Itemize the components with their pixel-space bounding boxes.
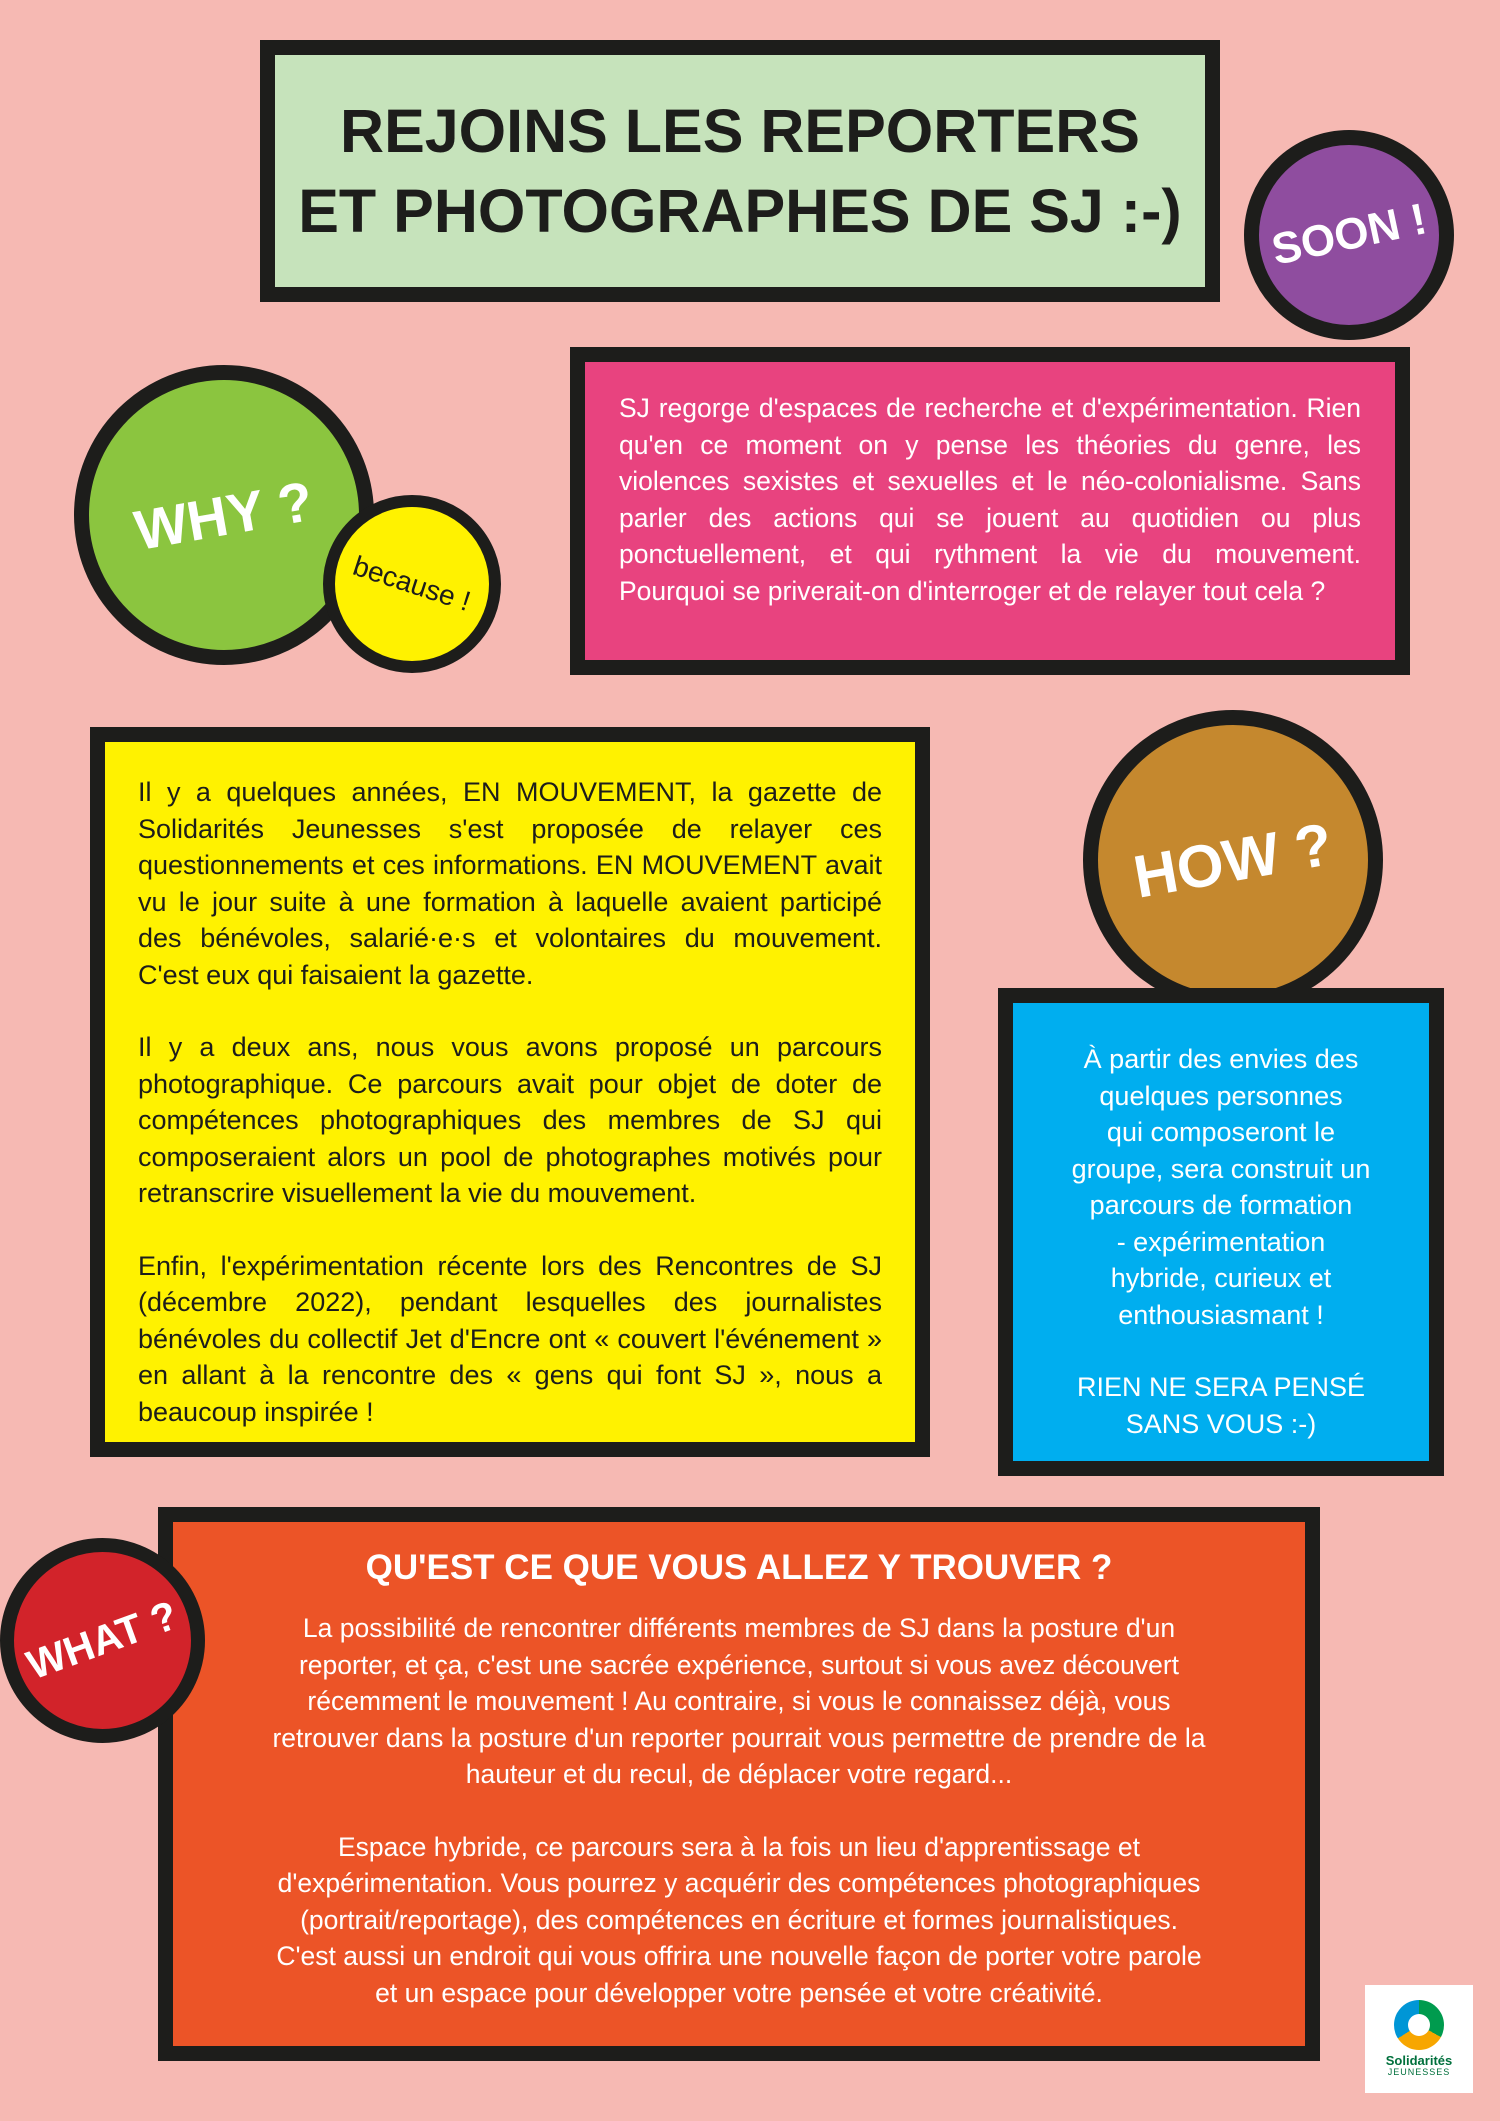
intro-text: SJ regorge d'espaces de recherche et d'expérimentation. Rien qu'en ce moment on y pense les théories du genre, les violences sexistes et sexuelles et le néo-colonialisme. Sans parler des actions qui se jouent au quotidien ou plus ponctuellement, et qui rythment la vie du mouvement. Pourquoi se priverait-on d'interroger et de relayer tout cela ? xyxy=(619,393,1361,606)
how-line: - expérimentation xyxy=(1116,1226,1326,1257)
how-closing-line-1: RIEN NE SERA PENSÉ xyxy=(1076,1372,1366,1402)
how-closing-line-2: SANS VOUS :-) xyxy=(1125,1408,1317,1439)
soon-badge xyxy=(1244,130,1454,340)
title-line-2: ET PHOTOGRAPHES DE SJ :-) xyxy=(298,177,1182,245)
because-label: because ! xyxy=(349,550,475,618)
what-line: et un espace pour développer votre pensée et votre créativité. xyxy=(375,1977,1103,2008)
title-box xyxy=(260,40,1220,302)
what-line: d'expérimentation. Vous pourrez y acquérir des compétences photographiques xyxy=(277,1868,1201,1898)
history-paragraph-1: Il y a quelques années, EN MOUVEMENT, la gazette de Solidarités Jeunesses s'est proposée de relayer ces questionnements et ces informations. EN MOUVEMENT avait vu le jour suite à une formation à laquelle avaient participé des bénévoles, salarié·e·s et volontaires du mouvement. C'est eux qui faisaient la gazette. xyxy=(138,777,882,990)
because-badge xyxy=(323,495,501,673)
how-line: qui composeront le xyxy=(1106,1117,1336,1147)
what-line: retrouver dans la posture d'un reporter pourrait vous permettre de prendre de la xyxy=(272,1722,1206,1753)
intro-box xyxy=(570,347,1410,675)
solidarites-jeunesses-logo xyxy=(1365,1985,1473,2093)
how-box xyxy=(998,988,1444,1476)
how-line: enthousiasmant ! xyxy=(1118,1299,1324,1330)
what-line: hauteur et du recul, de déplacer votre regard... xyxy=(465,1759,1013,1789)
what-heading: QU'EST CE QUE VOUS ALLEZ Y TROUVER ? xyxy=(365,1548,1113,1587)
how-line: À partir des envies des xyxy=(1083,1044,1359,1074)
what-line: Espace hybride, ce parcours sera à la fois un lieu d'apprentissage et xyxy=(337,1831,1140,1862)
how-text xyxy=(1027,1041,1415,1333)
what-line: C'est aussi un endroit qui vous offrira une nouvelle façon de porter votre parole xyxy=(276,1941,1202,1971)
what-line: La possibilité de rencontrer différents membres de SJ dans la posture d'un xyxy=(302,1613,1176,1643)
what-badge xyxy=(0,1538,205,1743)
what-paragraph-2 xyxy=(193,1829,1285,2012)
how-line: hybride, curieux et xyxy=(1110,1263,1332,1293)
logo-swirl-icon xyxy=(1394,2000,1444,2050)
how-label: HOW ? xyxy=(1128,809,1338,911)
history-paragraph-3: Enfin, l'expérimentation récente lors des Rencontres de SJ (décembre 2022), pendant lesquelles des journalistes bénévoles du collectif Jet d'Encre ont « couvert l'événement » en allant à la rencontre des « gens qui font SJ », nous a beaucoup inspirée ! xyxy=(138,1250,882,1427)
how-line: parcours de formation xyxy=(1089,1190,1353,1220)
how-line: groupe, sera construit un xyxy=(1071,1153,1371,1184)
what-line: récemment le mouvement ! Au contraire, si vous le connaissez déjà, vous xyxy=(307,1686,1171,1716)
how-line: quelques personnes xyxy=(1099,1080,1343,1111)
what-label: WHAT ? xyxy=(20,1591,184,1689)
how-badge xyxy=(1083,710,1383,1010)
page-title xyxy=(298,91,1182,251)
history-paragraph-2: Il y a deux ans, nous vous avons proposé un parcours photographique. Ce parcours avait pour objet de doter de compétences photographiques des membres de SJ qui composeraient alors un pool de photographes motivés pour retranscrire visuellement la vie du mouvement. xyxy=(138,1032,882,1208)
how-closing xyxy=(1027,1369,1415,1442)
what-paragraph-1 xyxy=(193,1610,1285,1793)
logo-subtitle: JEUNESSES xyxy=(1387,2067,1451,2077)
what-line: reporter, et ça, c'est une sacrée expérience, surtout si vous avez découvert xyxy=(298,1649,1180,1680)
history-box xyxy=(90,727,930,1457)
what-box xyxy=(158,1507,1320,2061)
why-label: WHY ? xyxy=(130,468,318,562)
soon-label: SOON ! xyxy=(1267,194,1431,275)
what-line: (portrait/reportage), des compétences en écriture et formes journalistiques. xyxy=(300,1904,1178,1935)
title-line-1: REJOINS LES REPORTERS xyxy=(340,97,1140,165)
logo-name: Solidarités xyxy=(1385,2053,1453,2068)
why-badge xyxy=(74,365,374,665)
